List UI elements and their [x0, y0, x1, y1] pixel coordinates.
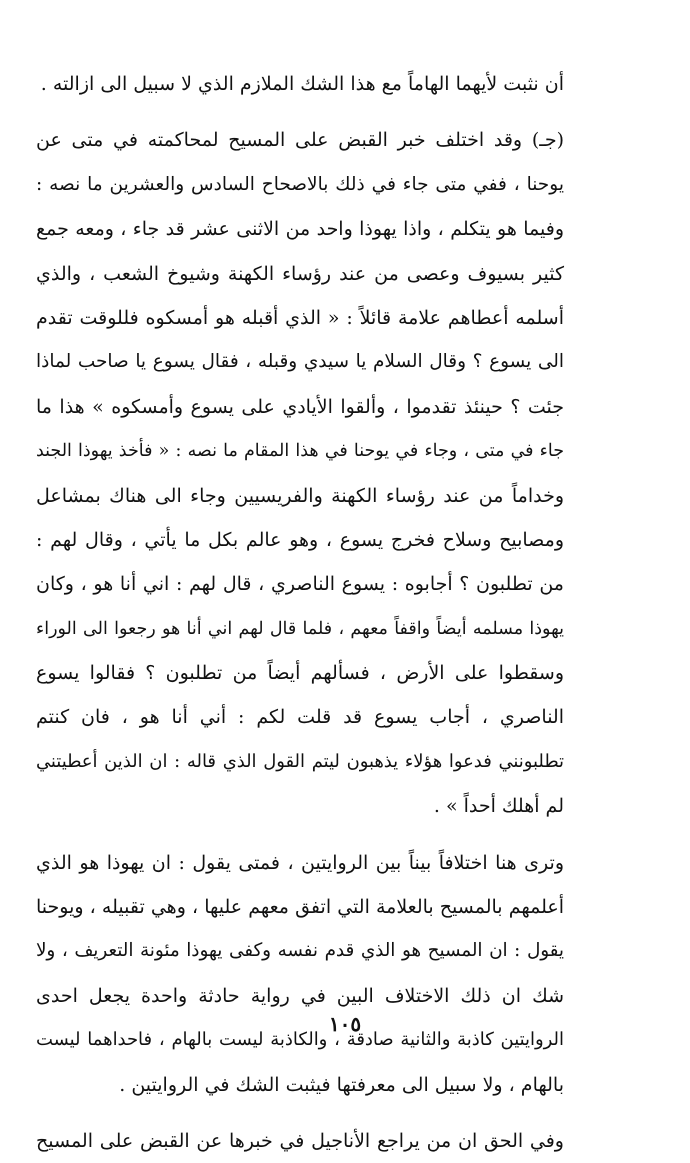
text-line: ومصابيح وسلاح فخرج يسوع ، وهو عالم بكل ما يأتي ، وقال لهم : [36, 528, 564, 551]
paragraph-gap [36, 1107, 564, 1119]
paragraph-3 [36, 841, 564, 1107]
text-line: وفي الحق ان من يراجع الأناجيل في خبرها عن القبض على المسيح [36, 1129, 564, 1152]
text-line: شك ان ذلك الاختلاف البين في رواية حادثة واحدة يجعل احدى [36, 984, 564, 1007]
text-line: وخداماً من عند رؤساء الكهنة والفريسيين وجاء الى هناك بمشاعل [36, 484, 564, 507]
paragraph-2 [36, 118, 564, 828]
paragraph-gap [36, 829, 564, 841]
text-line: يهوذا مسلمه أيضاً واقفاً معهم ، فلما قال لهم اني أنا هو رجعوا الى الوراء [36, 618, 564, 639]
text-line: يوحنا ، ففي متى جاء في ذلك بالاصحاح السادس والعشرين ما نصه : [36, 173, 564, 195]
text-line: يقول : ان المسيح هو الذي قدم نفسه وكفى يهوذا مئونة التعريف ، ولا [36, 940, 564, 962]
text-line: وفيما هو يتكلم ، واذا يهوذا واحد من الاثنى عشر قد جاء ، ومعه جمع [36, 218, 564, 241]
text-line: (جـ) وقد اختلف خبر القبض على المسيح لمحاكمته في متى عن [36, 129, 564, 152]
text-line: الناصري ، أجاب يسوع قد قلت لكم : أني أنا هو ، فان كنتم [36, 706, 564, 729]
text-line: من تطلبون ؟ أجابوه : يسوع الناصري ، قال لهم : اني أنا هو ، وكان [36, 573, 564, 596]
text-line: الى يسوع ؟ وقال السلام يا سيدي وقبله ، فقال يسوع يا صاحب لماذا [36, 351, 564, 373]
paragraph-4 [36, 1119, 564, 1163]
text-line: وترى هنا اختلافاً بيناً بين الروايتين ، فمتى يقول : ان يهوذا هو الذي [36, 851, 564, 874]
text-line: أن نثبت لأيهما الهاماً مع هذا الشك الملازم الذي لا سبيل الى ازالته . [40, 73, 564, 95]
paragraph-1 [36, 62, 564, 106]
text-line: الروايتين كاذبة والثانية صادقة ، والكاذبة ليست بالهام ، فاحداهما ليست [36, 1029, 564, 1051]
page-body [36, 62, 564, 1163]
text-line: تطلبونني فدعوا هؤلاء يذهبون ليتم القول الذي قاله : ان الذين أعطيتني [36, 750, 564, 772]
text-line: جئت ؟ حينئذ تقدموا ، وألقوا الأيادي على يسوع وأمسكوه » هذا ما [36, 395, 564, 418]
text-line: أسلمه أعطاهم علامة قائلاً : « الذي أقبله هو أمسكوه فللوقت تقدم [36, 306, 564, 329]
text-line: جاء في متى ، وجاء في يوحنا في هذا المقام ما نصه : « فأخذ يهوذا الجند [36, 441, 564, 462]
text-line: بالهام ، ولا سبيل الى معرفتها فيثبت الشك في الروايتين . [119, 1073, 564, 1096]
text-line: أعلمهم بالمسيح بالعلامة التي اتفق معهم عليها ، وهي تقبيله ، ويوحنا [36, 896, 564, 919]
paragraph-gap [36, 106, 564, 118]
text-line: كثير بسيوف وعصى من عند رؤساء الكهنة وشيوخ الشعب ، والذي [36, 262, 564, 285]
page-number: ١٠٥ [328, 1012, 362, 1036]
text-line: لم أهلك أحداً » . [433, 795, 564, 818]
text-line: وسقطوا على الأرض ، فسألهم أيضاً من تطلبون ؟ فقالوا يسوع [36, 662, 564, 685]
